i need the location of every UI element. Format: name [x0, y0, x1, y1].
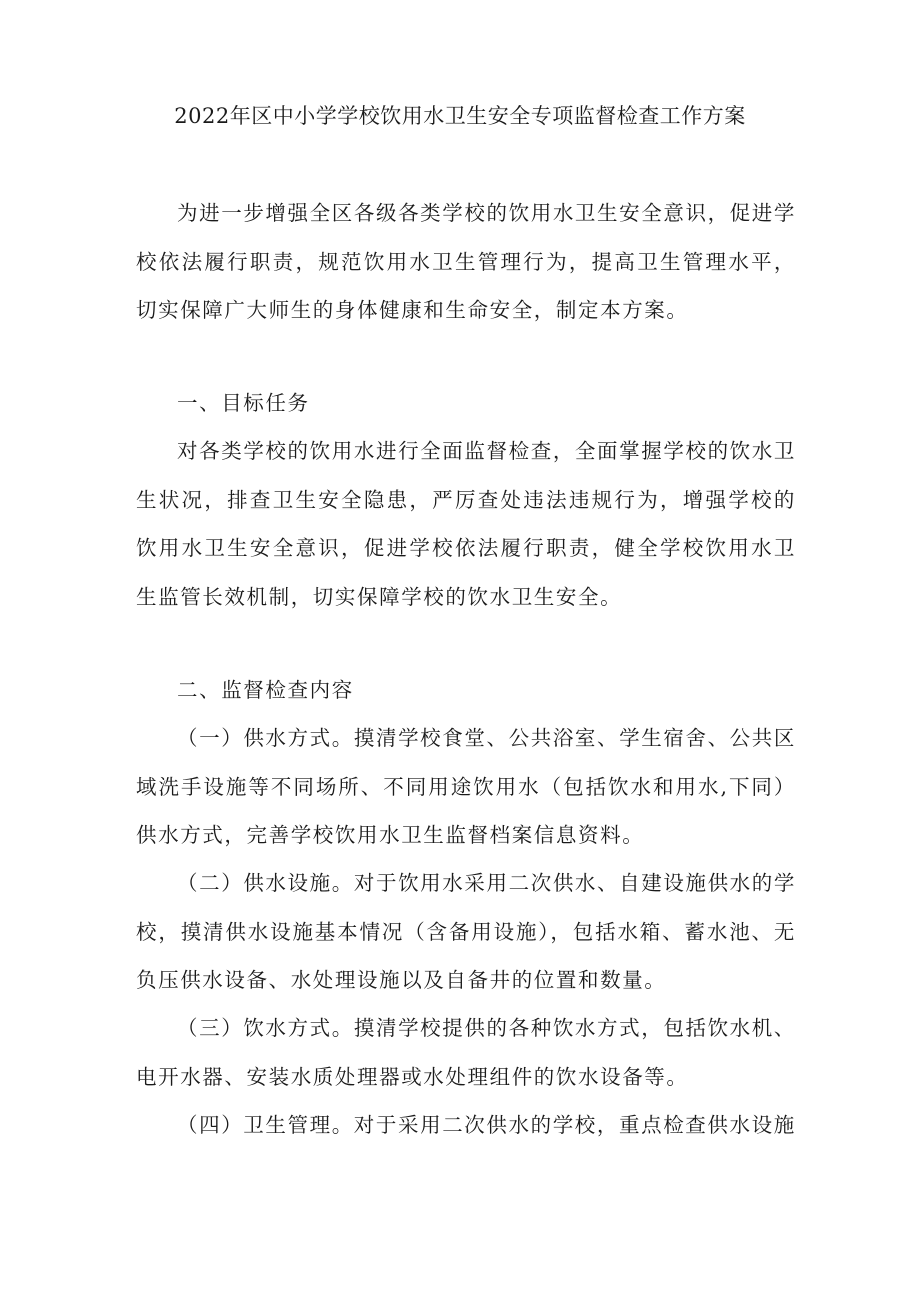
section-2-item-2: （二）供水设施。对于饮用水采用二次供水、自建设施供水的学校，摸清供水设施基本情况（含备用设施），包括水箱、蓄水池、无负压供水设备、水处理设施以及自备井的位置和数量。 [136, 871, 796, 992]
document-title: 2022年区中小学学校饮用水卫生安全专项监督检查工作方案 [174, 104, 746, 128]
intro-paragraph: 为进一步增强全区各级各类学校的饮用水卫生安全意识，促进学校依法履行职责，规范饮用水卫生管理行为，提高卫生管理水平，切实保障广大师生的身体健康和生命安全，制定本方案。 [136, 201, 796, 322]
section-1-body: 对各类学校的饮用水进行全面监督检查，全面掌握学校的饮水卫生状况，排查卫生安全隐患，严厉查处违法违规行为，增强学校的饮用水卫生安全意识，促进学校依法履行职责，健全学校饮用水卫生监管长效机制，切实保障学校的饮水卫生安全。 [136, 439, 796, 609]
section-2-heading: 二、监督检查内容 [177, 678, 354, 702]
section-2-item-1: （一）供水方式。摸清学校食堂、公共浴室、学生宿舍、公共区域洗手设施等不同场所、不同用途饮用水（包括饮水和用水,下同）供水方式，完善学校饮用水卫生监督档案信息资料。 [136, 726, 796, 847]
section-1-heading: 一、目标任务 [177, 391, 310, 415]
section-2-item-3: （三）饮水方式。摸清学校提供的各种饮水方式，包括饮水机、电开水器、安装水质处理器或水处理组件的饮水设备等。 [136, 1016, 796, 1089]
section-2-item-4: （四）卫生管理。对于采用二次供水的学校，重点检查供水设施 [177, 1113, 796, 1137]
